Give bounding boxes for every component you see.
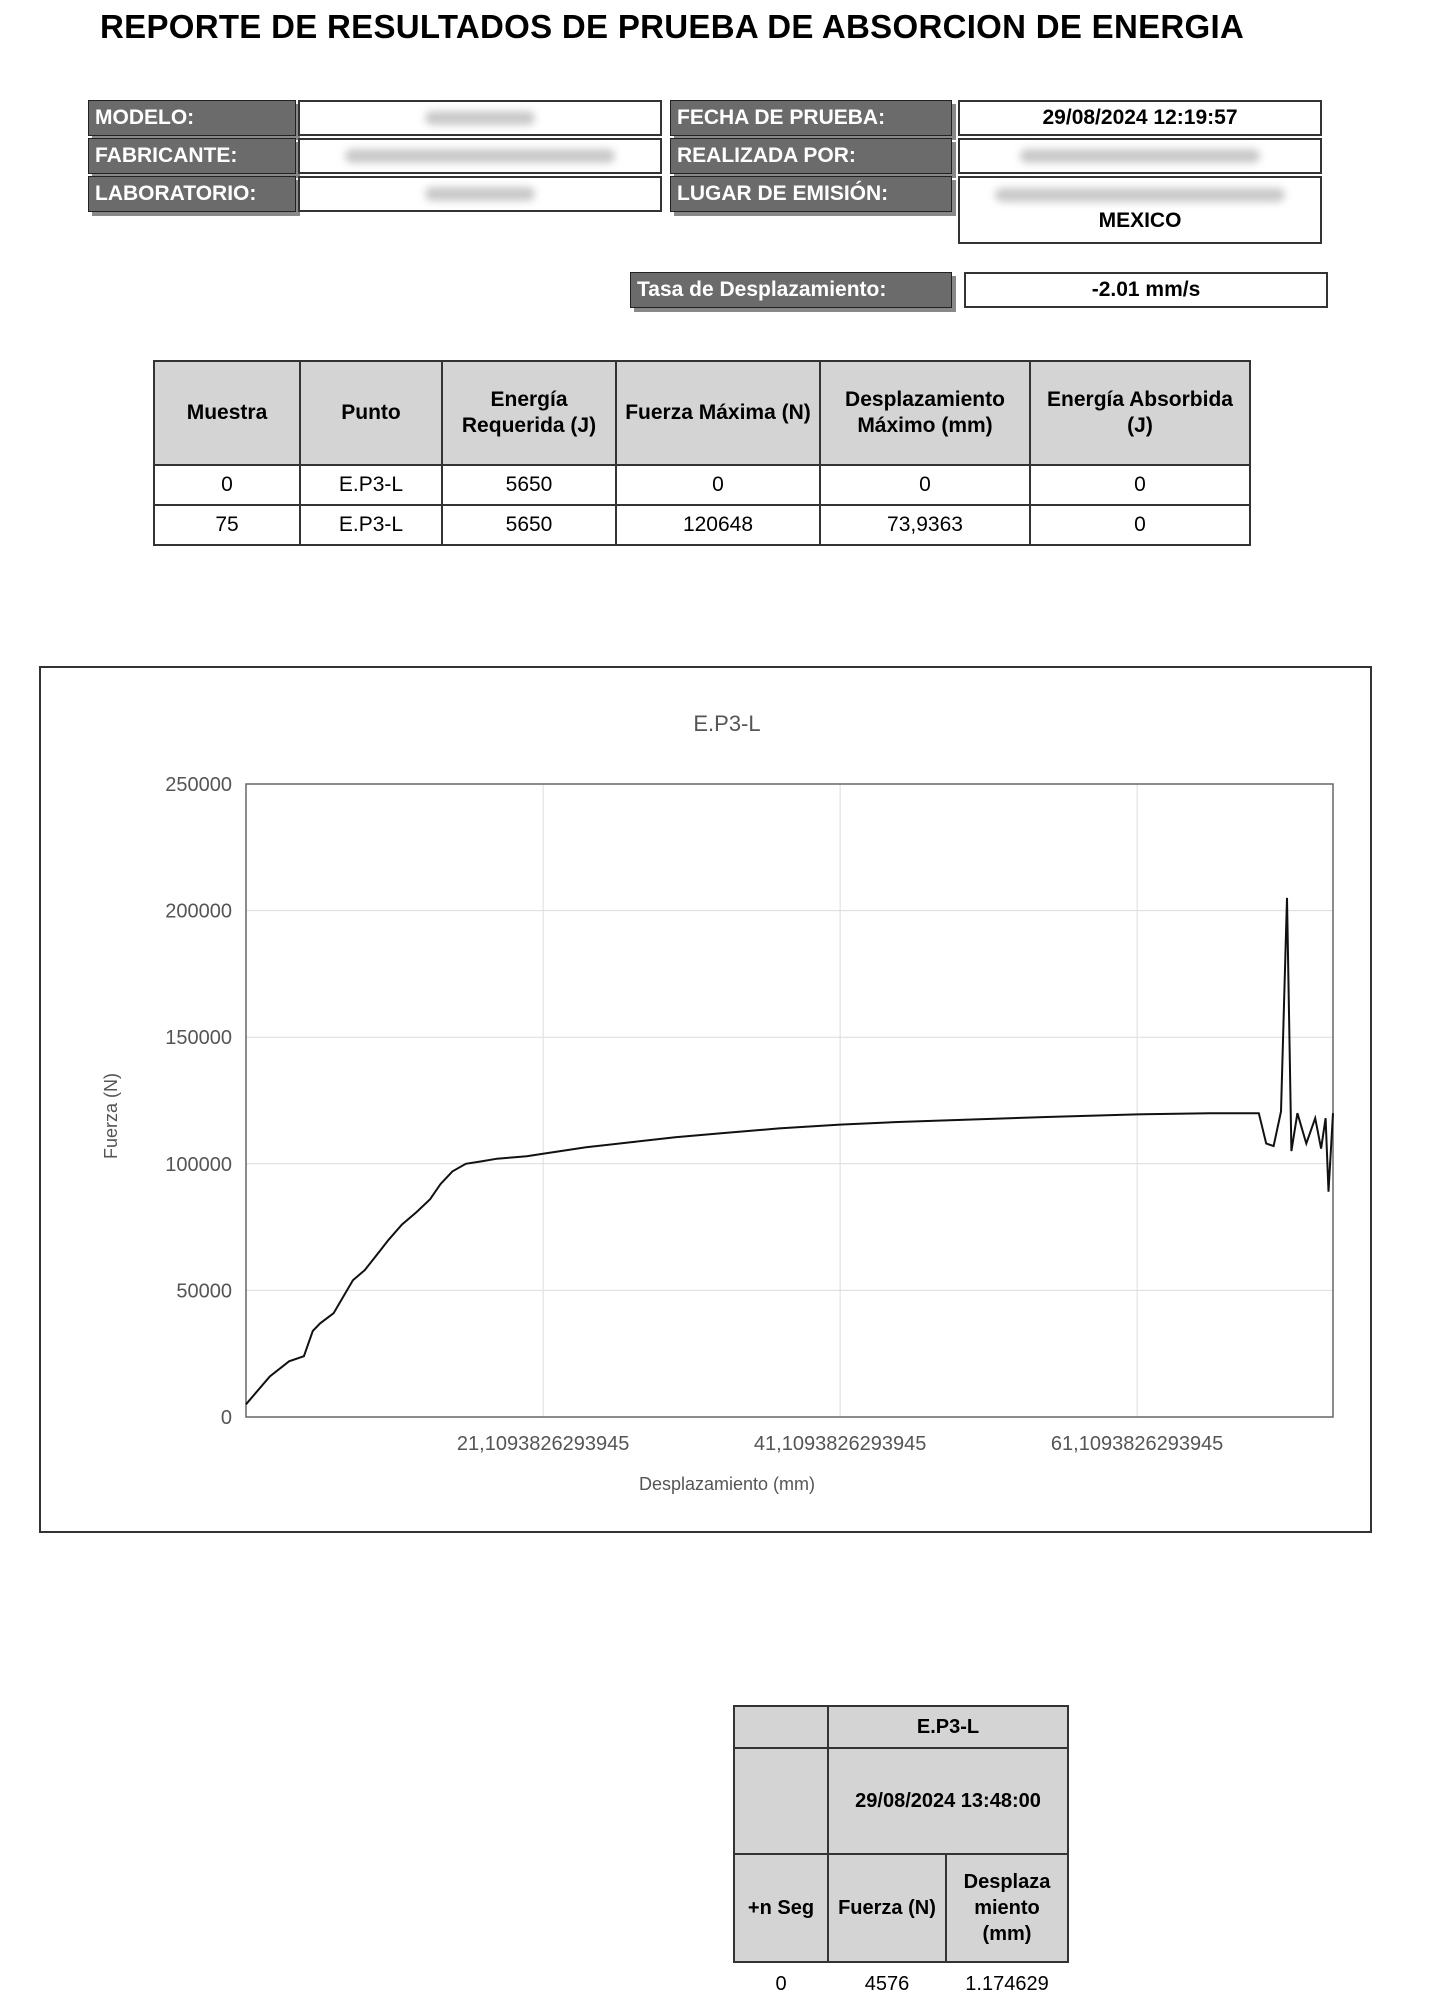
redacted-text (960, 182, 1320, 208)
y-tick-labels (165, 774, 232, 1429)
table-row (154, 465, 1250, 505)
table-cell: 0 (154, 465, 300, 505)
table-row (154, 505, 1250, 545)
results-header-row (154, 361, 1250, 465)
table-row (734, 1962, 1068, 2005)
col-desplazamiento-maximo: Desplazamiento Máximo (mm) (820, 361, 1030, 465)
tasa-label: Tasa de Desplazamiento: (630, 272, 952, 308)
fabricante-value (298, 138, 662, 174)
modelo-value (298, 100, 662, 136)
table-cell: 0 (1030, 465, 1250, 505)
laboratorio-value (298, 176, 662, 212)
x-axis-label: Desplazamiento (mm) (638, 1474, 816, 1494)
col-desplazamiento: Desplaza miento (mm) (946, 1854, 1068, 1962)
chart-grid (246, 784, 1333, 1417)
realizada-value (958, 138, 1322, 174)
table-cell: 120648 (616, 505, 820, 545)
data-table-title-row (734, 1706, 1068, 1748)
data-table-date-row (734, 1748, 1068, 1854)
modelo-label: MODELO: (88, 100, 296, 136)
table-cell: 0 (775, 1972, 787, 1995)
blank-cell (734, 1748, 828, 1854)
redacted-text (345, 149, 615, 163)
fecha-label: FECHA DE PRUEBA: (670, 100, 952, 136)
table-cell: E.P3-L (300, 465, 442, 505)
y-tick-label: 150000 (165, 1027, 232, 1050)
col-seg: +n Seg (734, 1854, 828, 1962)
col-muestra: Muestra (154, 361, 300, 465)
col-energia-absorbida: Energía Absorbida (J) (1030, 361, 1250, 465)
redacted-text (1020, 149, 1260, 163)
lugar-value (958, 176, 1322, 244)
col-punto: Punto (300, 361, 442, 465)
y-tick-label: 0 (220, 1407, 232, 1429)
y-axis-label: Fuerza (N) (101, 1072, 121, 1160)
table-cell: 5650 (442, 505, 616, 545)
data-table (733, 1705, 1069, 2005)
lugar-country: MEXICO (1098, 209, 1182, 232)
laboratorio-label: LABORATORIO: (88, 176, 296, 212)
fabricante-label: FABRICANTE: (88, 138, 296, 174)
y-tick-label: 250000 (165, 774, 232, 796)
plot-area-border (246, 784, 1333, 1417)
table-cell: 0 (616, 465, 820, 505)
y-tick-label: 50000 (176, 1280, 232, 1303)
data-table-title: E.P3-L (828, 1706, 1068, 1748)
force-displacement-chart (41, 668, 1370, 1531)
redacted-text (425, 111, 535, 125)
x-tick-label: 61,1093826293945 (1050, 1433, 1224, 1455)
table-cell: 5650 (442, 465, 616, 505)
y-tick-label: 200000 (165, 900, 232, 923)
table-cell: 73,9363 (820, 505, 1030, 545)
lugar-label: LUGAR DE EMISIÓN: (670, 176, 952, 212)
col-energia-requerida: Energía Requerida (J) (442, 361, 616, 465)
y-tick-label: 100000 (165, 1153, 232, 1176)
fecha-value: 29/08/2024 12:19:57 (958, 100, 1322, 136)
blank-cell (734, 1706, 828, 1748)
table-cell: E.P3-L (300, 505, 442, 545)
results-table (153, 360, 1251, 546)
series-line (246, 898, 1333, 1404)
tasa-value: -2.01 mm/s (964, 272, 1328, 308)
report-title: REPORTE DE RESULTADOS DE PRUEBA DE ABSORCION DE ENERGIA (100, 8, 1245, 45)
col-fuerza-maxima: Fuerza Máxima (N) (616, 361, 820, 465)
table-cell: 0 (820, 465, 1030, 505)
table-cell: 1.174629 (965, 1972, 1049, 1995)
x-tick-labels (457, 1433, 1223, 1455)
data-table-header-row (734, 1854, 1068, 1962)
x-tick-label: 21,1093826293945 (456, 1433, 630, 1455)
x-tick-label: 41,1093826293945 (753, 1433, 927, 1455)
chart-title: E.P3-L (693, 711, 761, 736)
chart-axes (246, 784, 1333, 1417)
redacted-text (425, 187, 535, 201)
col-fuerza: Fuerza (N) (828, 1854, 946, 1962)
table-cell: 0 (1030, 505, 1250, 545)
realizada-label: REALIZADA POR: (670, 138, 952, 174)
data-table-date: 29/08/2024 13:48:00 (828, 1748, 1068, 1854)
table-cell: 4576 (864, 1972, 910, 1995)
chart-frame (39, 666, 1372, 1533)
table-cell: 75 (154, 505, 300, 545)
